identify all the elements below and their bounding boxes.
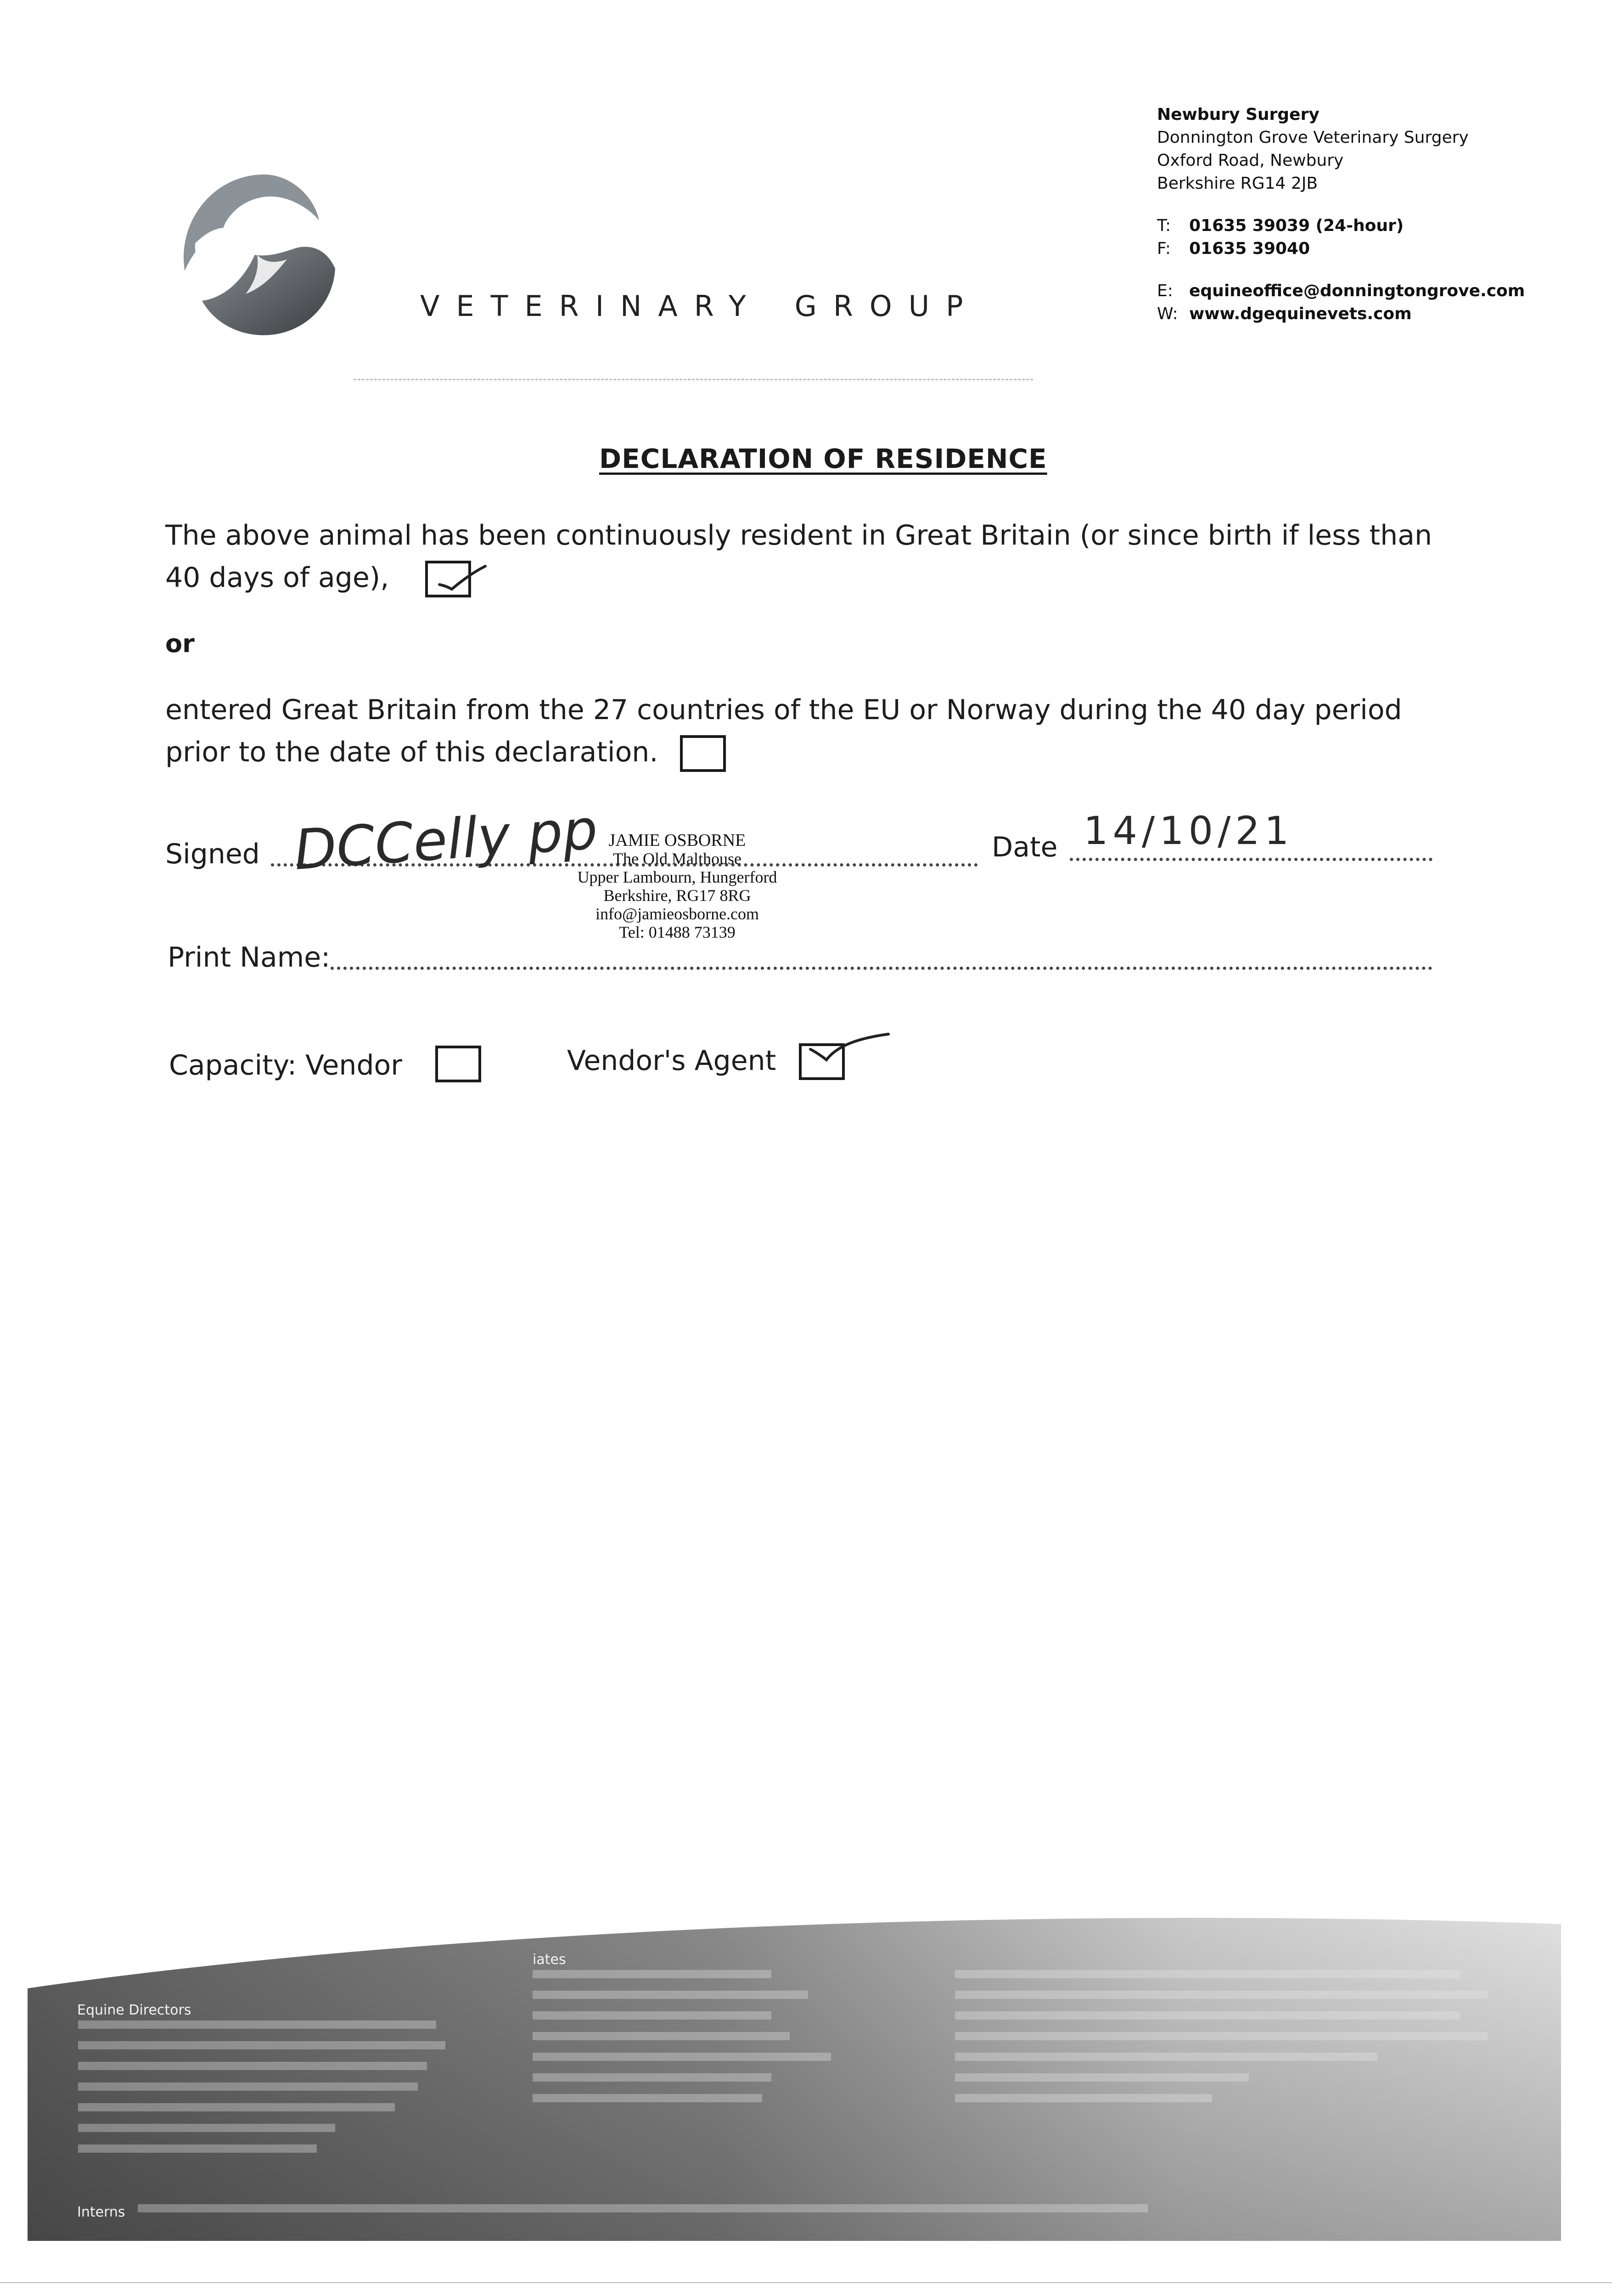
address-line: Berkshire RG14 2JB: [1157, 174, 1318, 193]
website-row: [1157, 303, 1525, 326]
or-separator: or: [165, 629, 195, 658]
telephone-number: 01635 39039 (24-hour): [1189, 216, 1404, 235]
fax-number: 01635 39040: [1189, 239, 1310, 258]
footer-band: [28, 1910, 1561, 2241]
footer-directors-heading: Equine Directors: [77, 2002, 191, 2018]
email-row: [1157, 280, 1525, 303]
stamp-line: Upper Lambourn, Hungerford: [577, 868, 777, 886]
residence-statement-line2: 40 days of age),: [165, 562, 389, 594]
page-bottom-rule: [0, 2282, 1612, 2283]
agent-address-stamp: [562, 831, 792, 941]
print-name-label: Print Name:: [168, 941, 331, 974]
fax-row: [1157, 237, 1525, 260]
website-label: W:: [1157, 304, 1178, 323]
handwritten-signature: DCCelly pp: [292, 798, 600, 883]
residence-checkbox[interactable]: [425, 561, 471, 597]
email-address: equineoffice@donningtongrove.com: [1189, 281, 1525, 300]
fax-label: F:: [1157, 239, 1171, 258]
header-divider: [354, 379, 1033, 380]
eu-entry-statement: [165, 689, 1451, 773]
date-label: Date: [992, 831, 1058, 863]
telephone-label: T:: [1157, 216, 1171, 235]
stamp-telephone: Tel: 01488 73139: [619, 923, 736, 941]
handwritten-date: 14/10/21: [1084, 808, 1294, 853]
tick-mark-icon: [428, 557, 488, 598]
tick-mark-icon: [801, 1024, 893, 1075]
veterinary-group-logo: [177, 170, 351, 344]
capacity-vendor-label: Capacity: Vendor: [169, 1049, 402, 1081]
surgery-name: Newbury Surgery: [1157, 105, 1320, 124]
eu-entry-checkbox[interactable]: [680, 735, 726, 772]
footer-interns-heading: Interns: [77, 2204, 125, 2220]
telephone-row: [1157, 214, 1525, 237]
stamp-line: Berkshire, RG17 8RG: [603, 886, 751, 905]
document-title: DECLARATION OF RESIDENCE: [599, 443, 1047, 474]
address-block: [1157, 103, 1525, 326]
footer-associates-heading: iates: [533, 1952, 566, 1968]
eu-entry-statement-line2: prior to the date of this declaration.: [165, 736, 658, 768]
brand-word-group: GROUP: [794, 289, 980, 323]
vendor-checkbox[interactable]: [435, 1046, 481, 1082]
date-line[interactable]: [1070, 858, 1432, 861]
brand-word-veterinary: VETERINARY: [420, 289, 763, 323]
signed-label: Signed: [165, 838, 260, 870]
address-line: Oxford Road, Newbury: [1157, 151, 1344, 170]
stamp-email: info@jamieosborne.com: [595, 905, 759, 923]
print-name-line[interactable]: [331, 967, 1432, 970]
vendor-agent-label: Vendor's Agent: [567, 1045, 776, 1077]
residence-statement-line1: The above animal has been continuously resident in Great Britain (or since birth if less than: [165, 519, 1432, 551]
eu-entry-statement-line1: entered Great Britain from the 27 countries of the EU or Norway during the 40 day period: [165, 694, 1402, 726]
email-label: E:: [1157, 281, 1173, 300]
address-line: Donnington Grove Veterinary Surgery: [1157, 128, 1469, 147]
residence-statement: [165, 514, 1451, 599]
stamp-line: The Old Malthouse: [613, 850, 741, 868]
stamp-name: JAMIE OSBORNE: [608, 831, 746, 850]
website-url: www.dgequinevets.com: [1189, 304, 1412, 323]
brand-wordmark: [420, 289, 979, 323]
